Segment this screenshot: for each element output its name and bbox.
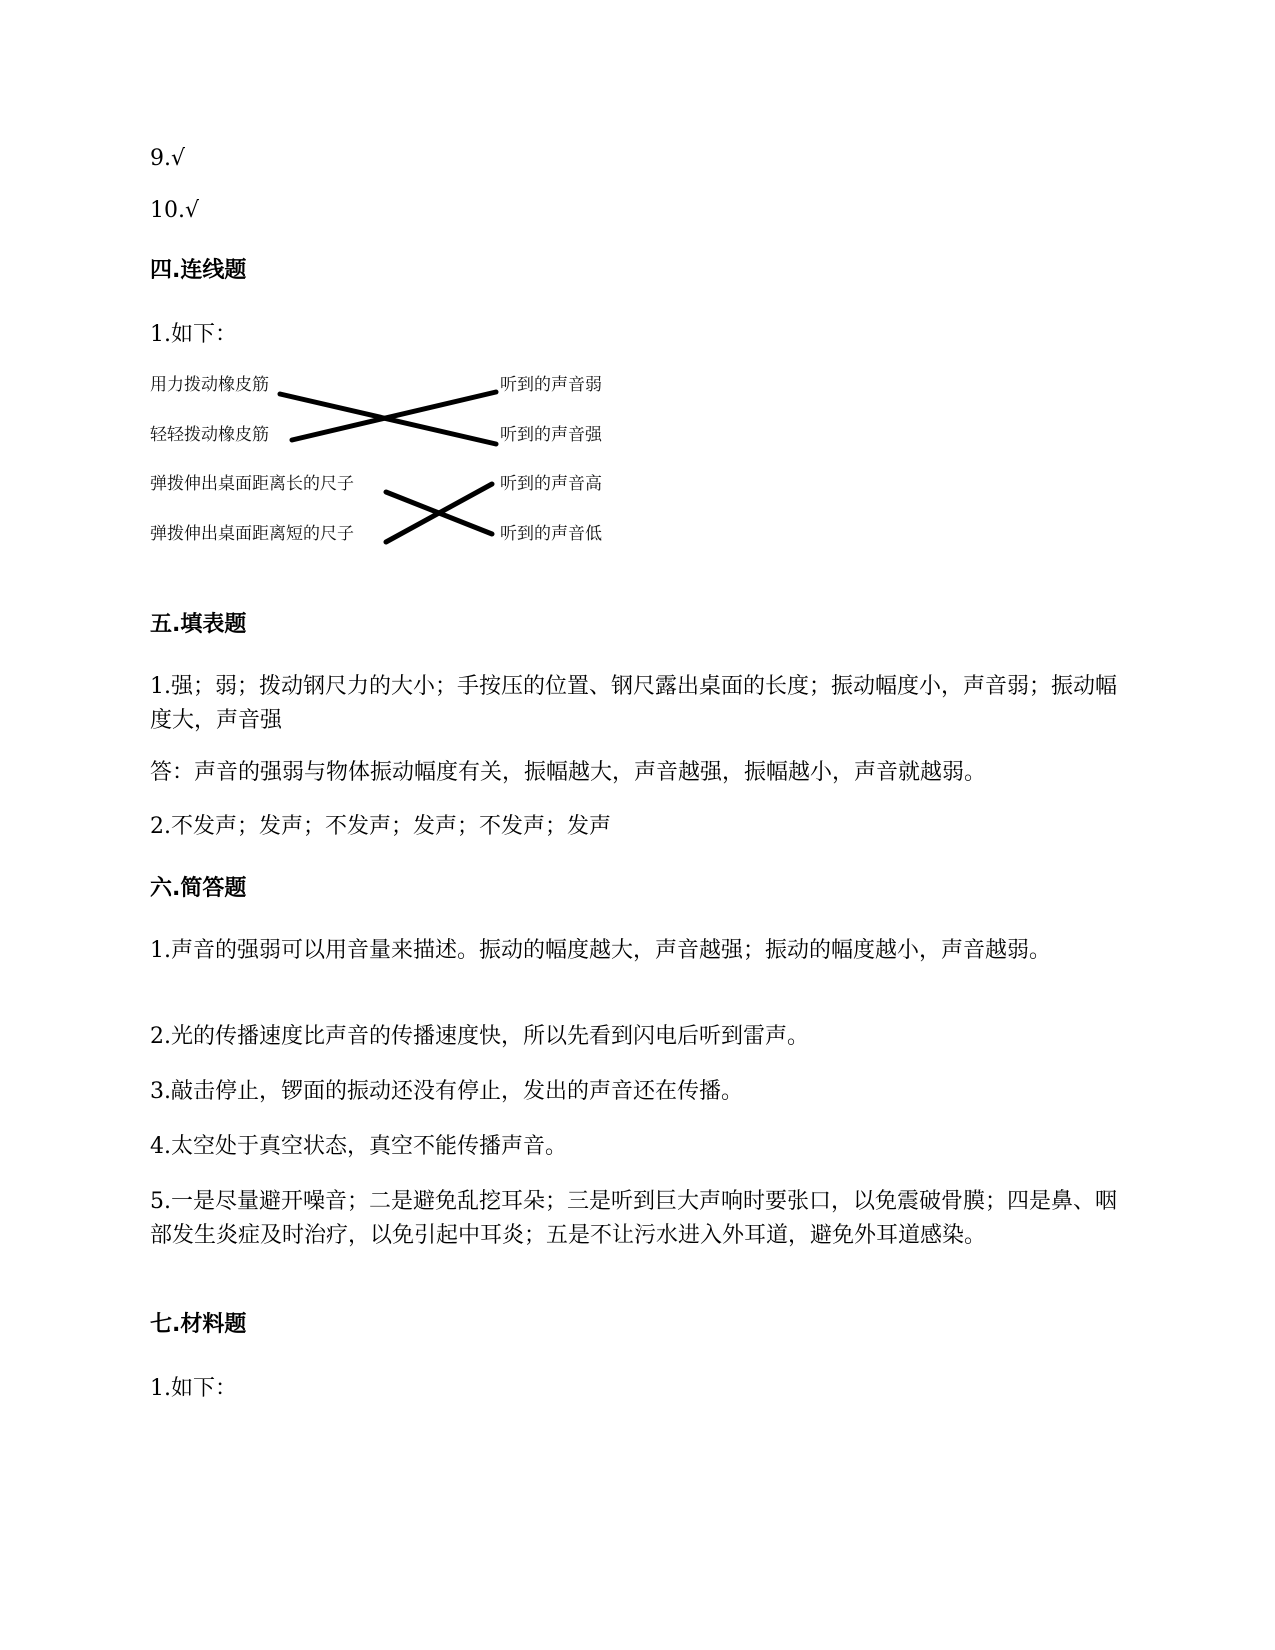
section-4-question-1: 1.如下： [150, 322, 237, 347]
section-6-question-5: 5.一是尽量避开噪音；二是避免乱挖耳朵；三是听到巨大声响时要张口，以免震破骨膜；四是鼻、咽部发生炎症及时治疗，以免引起中耳炎；五是不让污水进入外耳道，避免外耳道感染。 [150, 1189, 1117, 1248]
section-6-question-3: 3.敲击停止，锣面的振动还没有停止，发出的声音还在传播。 [150, 1079, 743, 1104]
right-label-1: 听到的声音弱 [500, 375, 602, 395]
section-6-question-1: 1.声音的强弱可以用音量来描述。振动的幅度越大，声音越强；振动的幅度越小，声音越弱。 [150, 938, 1051, 963]
right-label-4: 听到的声音低 [500, 524, 602, 544]
section-5-heading: 五.填表题 [150, 612, 247, 637]
section-6-heading: 六.简答题 [150, 876, 247, 901]
section-5-answer: 答：声音的强弱与物体振动幅度有关，振幅越大，声音越强，振幅越小，声音就越弱。 [150, 760, 987, 785]
left-label-2: 轻轻拨动橡皮筋 [150, 425, 269, 445]
section-5-question-1: 1.强；弱；拨动钢尺力的大小；手按压的位置、钢尺露出桌面的长度；振动幅度小，声音弱；振动幅度大，声音强 [150, 674, 1117, 733]
section-7-question-1: 1.如下： [150, 1376, 237, 1401]
left-label-1: 用力拨动橡皮筋 [150, 375, 269, 395]
section-4-heading: 四.连线题 [150, 258, 247, 283]
section-5-question-2: 2.不发声；发声；不发声；发声；不发声；发声 [150, 814, 611, 839]
answer-9: 9.√ [150, 146, 186, 171]
left-label-4: 弹拨伸出桌面距离短的尺子 [150, 524, 354, 544]
match-line-2 [292, 392, 496, 440]
left-label-3: 弹拨伸出桌面距离长的尺子 [150, 474, 354, 494]
right-label-3: 听到的声音高 [500, 474, 602, 494]
section-7-heading: 七.材料题 [150, 1312, 247, 1337]
answer-10: 10.√ [150, 198, 200, 223]
matching-diagram [150, 375, 640, 580]
right-label-2: 听到的声音强 [500, 425, 602, 445]
section-6-question-4: 4.太空处于真空状态，真空不能传播声音。 [150, 1134, 567, 1159]
section-6-question-2: 2.光的传播速度比声音的传播速度快，所以先看到闪电后听到雷声。 [150, 1024, 809, 1049]
match-line-4 [386, 484, 492, 542]
